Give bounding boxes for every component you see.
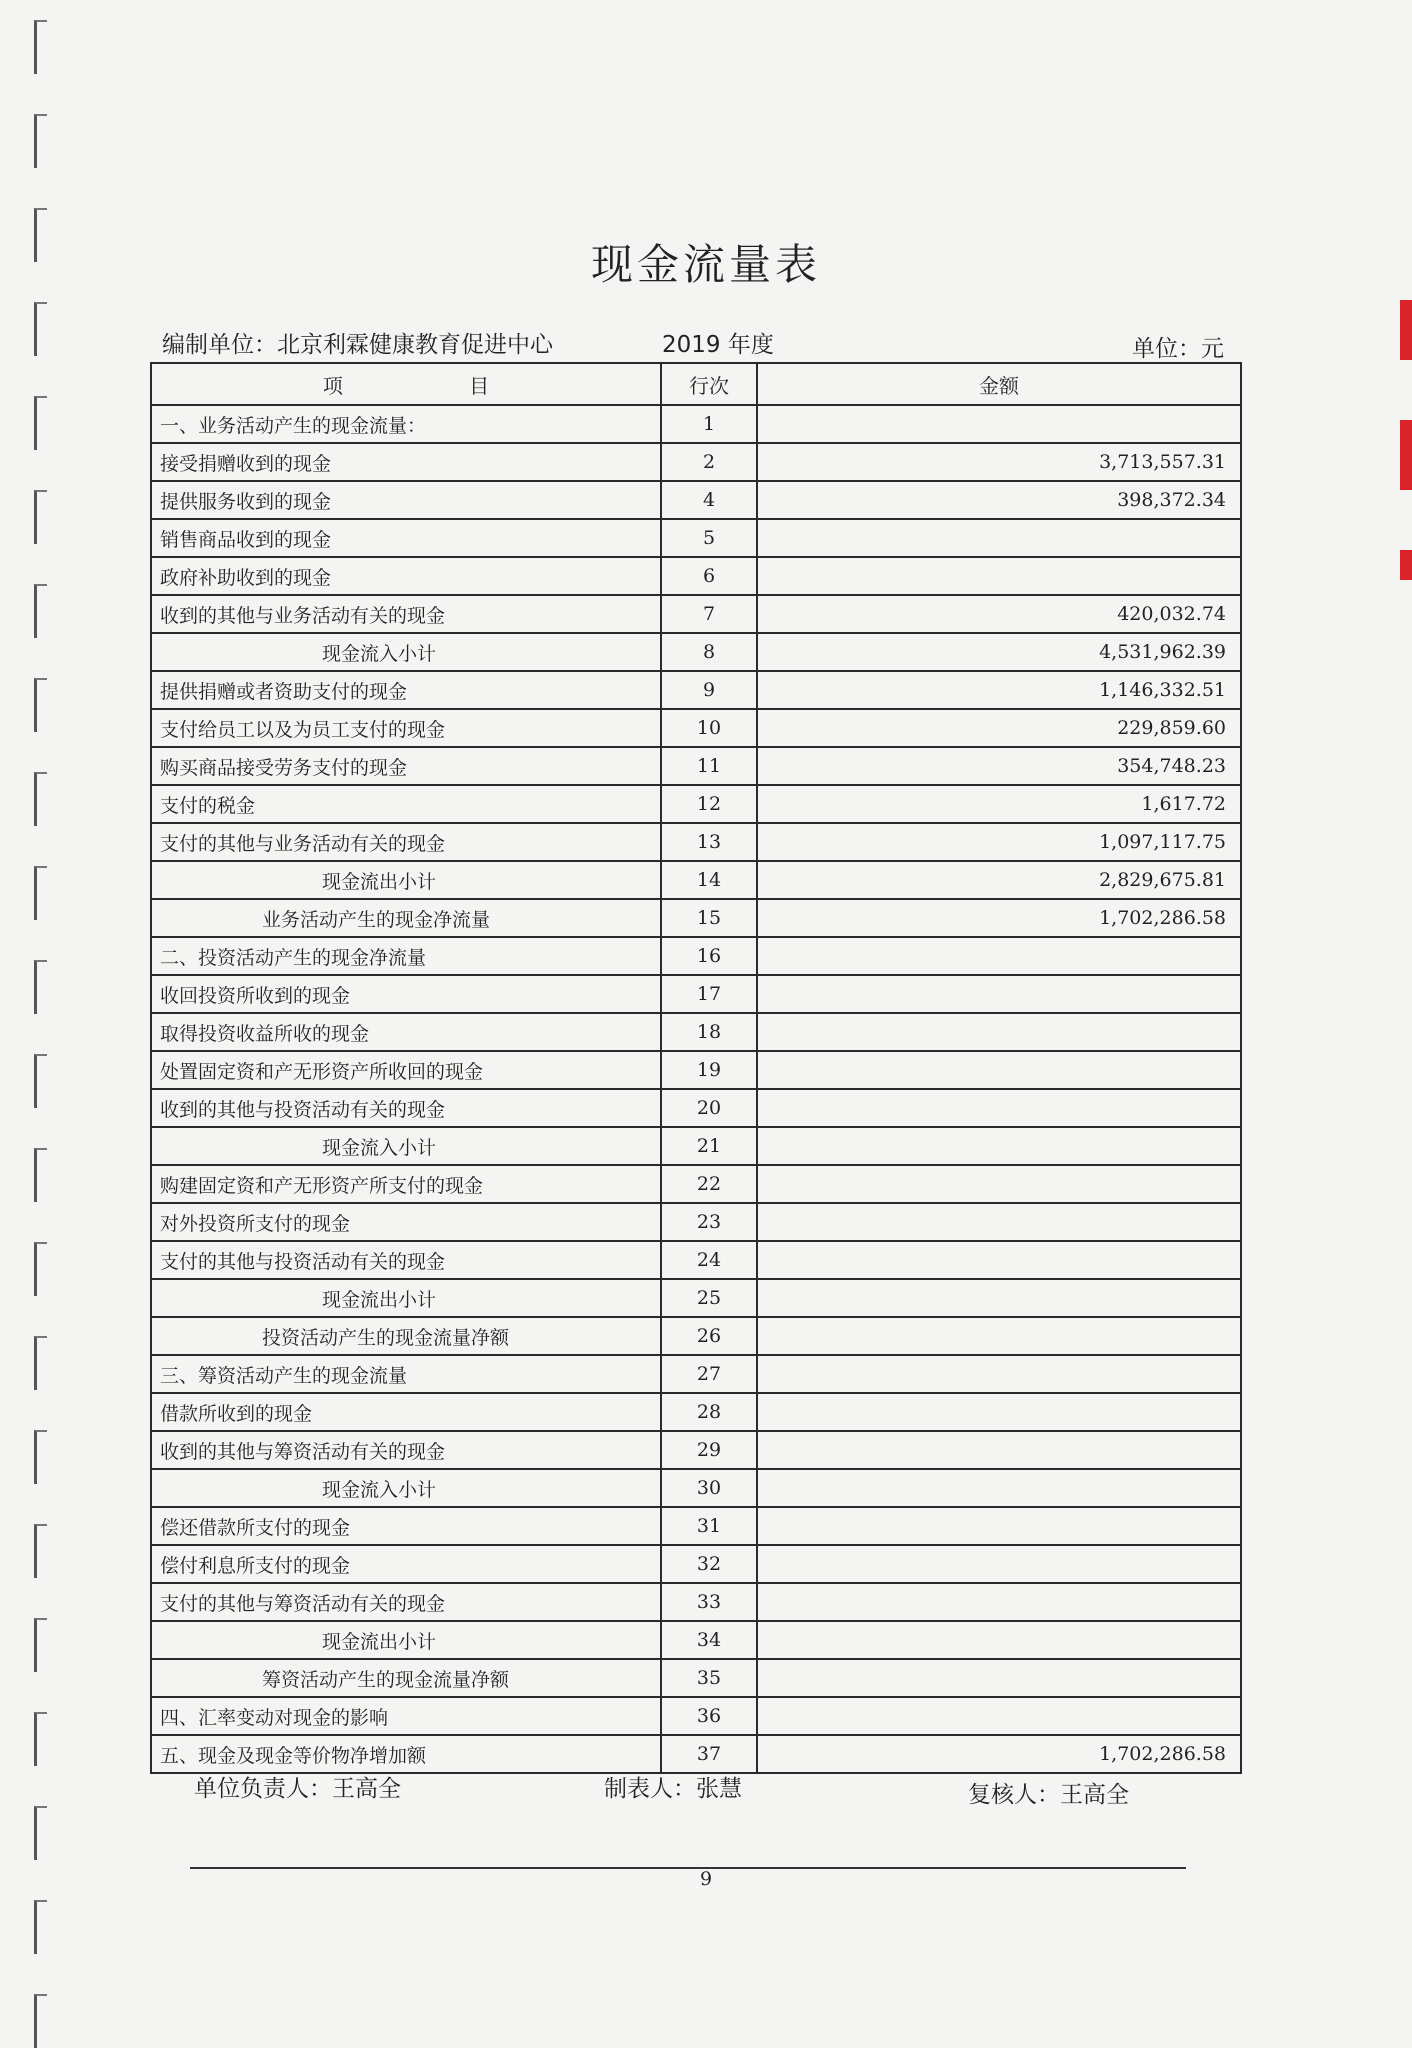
row-amount bbox=[757, 557, 1241, 595]
row-item: 二、投资活动产生的现金净流量 bbox=[151, 937, 661, 975]
row-line-number: 8 bbox=[661, 633, 757, 671]
table-row bbox=[151, 1735, 1241, 1773]
column-header-amount: 金额 bbox=[757, 363, 1241, 405]
page-number: 9 bbox=[699, 1868, 713, 1890]
row-line-number: 10 bbox=[661, 709, 757, 747]
red-stamp-edge bbox=[1400, 420, 1412, 490]
binding-mark bbox=[34, 866, 47, 920]
binding-mark bbox=[34, 490, 47, 544]
row-amount bbox=[757, 1279, 1241, 1317]
row-line-number: 25 bbox=[661, 1279, 757, 1317]
table-row bbox=[151, 1279, 1241, 1317]
row-amount: 1,617.72 bbox=[757, 785, 1241, 823]
row-amount bbox=[757, 1469, 1241, 1507]
row-amount: 398,372.34 bbox=[757, 481, 1241, 519]
row-line-number: 14 bbox=[661, 861, 757, 899]
table-row bbox=[151, 785, 1241, 823]
row-line-number: 19 bbox=[661, 1051, 757, 1089]
table-row bbox=[151, 747, 1241, 785]
row-line-number: 22 bbox=[661, 1165, 757, 1203]
row-item: 三、筹资活动产生的现金流量 bbox=[151, 1355, 661, 1393]
row-amount bbox=[757, 519, 1241, 557]
row-item: 政府补助收到的现金 bbox=[151, 557, 661, 595]
table-row bbox=[151, 937, 1241, 975]
row-line-number: 30 bbox=[661, 1469, 757, 1507]
row-line-number: 9 bbox=[661, 671, 757, 709]
table-row bbox=[151, 557, 1241, 595]
reviewer: 复核人：王高全 bbox=[968, 1782, 1129, 1808]
table-row bbox=[151, 899, 1241, 937]
row-line-number: 16 bbox=[661, 937, 757, 975]
row-amount: 1,702,286.58 bbox=[757, 1735, 1241, 1773]
row-item: 借款所收到的现金 bbox=[151, 1393, 661, 1431]
row-line-number: 24 bbox=[661, 1241, 757, 1279]
row-item: 筹资活动产生的现金流量净额 bbox=[151, 1659, 661, 1697]
table-row bbox=[151, 1317, 1241, 1355]
binding-mark bbox=[34, 302, 47, 356]
row-line-number: 36 bbox=[661, 1697, 757, 1735]
binding-mark bbox=[34, 20, 47, 74]
row-item: 一、业务活动产生的现金流量： bbox=[151, 405, 661, 443]
row-item: 处置固定资和产无形资产所收回的现金 bbox=[151, 1051, 661, 1089]
row-line-number: 7 bbox=[661, 595, 757, 633]
row-line-number: 21 bbox=[661, 1127, 757, 1165]
row-item: 偿付利息所支付的现金 bbox=[151, 1545, 661, 1583]
table-row bbox=[151, 975, 1241, 1013]
table-row bbox=[151, 1013, 1241, 1051]
row-amount: 3,713,557.31 bbox=[757, 443, 1241, 481]
table-row bbox=[151, 1469, 1241, 1507]
table-row bbox=[151, 443, 1241, 481]
row-line-number: 5 bbox=[661, 519, 757, 557]
row-amount: 1,146,332.51 bbox=[757, 671, 1241, 709]
binding-mark bbox=[34, 1430, 47, 1484]
row-amount bbox=[757, 1051, 1241, 1089]
row-amount bbox=[757, 1127, 1241, 1165]
table-row bbox=[151, 671, 1241, 709]
row-item: 购建固定资和产无形资产所支付的现金 bbox=[151, 1165, 661, 1203]
binding-mark bbox=[34, 960, 47, 1014]
row-amount bbox=[757, 1241, 1241, 1279]
row-line-number: 35 bbox=[661, 1659, 757, 1697]
preparer: 制表人：张慧 bbox=[604, 1776, 742, 1802]
row-item: 现金流出小计 bbox=[151, 1279, 661, 1317]
row-item: 接受捐赠收到的现金 bbox=[151, 443, 661, 481]
table-row bbox=[151, 861, 1241, 899]
row-line-number: 29 bbox=[661, 1431, 757, 1469]
row-item: 销售商品收到的现金 bbox=[151, 519, 661, 557]
table-row bbox=[151, 1203, 1241, 1241]
row-line-number: 4 bbox=[661, 481, 757, 519]
row-amount: 4,531,962.39 bbox=[757, 633, 1241, 671]
row-amount: 1,097,117.75 bbox=[757, 823, 1241, 861]
row-amount bbox=[757, 975, 1241, 1013]
row-line-number: 6 bbox=[661, 557, 757, 595]
row-line-number: 32 bbox=[661, 1545, 757, 1583]
row-item: 投资活动产生的现金流量净额 bbox=[151, 1317, 661, 1355]
row-amount bbox=[757, 1697, 1241, 1735]
row-amount bbox=[757, 405, 1241, 443]
row-item: 购买商品接受劳务支付的现金 bbox=[151, 747, 661, 785]
row-item: 业务活动产生的现金净流量 bbox=[151, 899, 661, 937]
row-line-number: 1 bbox=[661, 405, 757, 443]
table-row bbox=[151, 1507, 1241, 1545]
column-header-line: 行次 bbox=[661, 363, 757, 405]
row-line-number: 20 bbox=[661, 1089, 757, 1127]
row-amount bbox=[757, 1013, 1241, 1051]
row-amount bbox=[757, 937, 1241, 975]
table-row bbox=[151, 1127, 1241, 1165]
row-amount: 229,859.60 bbox=[757, 709, 1241, 747]
row-line-number: 18 bbox=[661, 1013, 757, 1051]
row-item: 提供服务收到的现金 bbox=[151, 481, 661, 519]
binding-mark bbox=[34, 1054, 47, 1108]
row-line-number: 13 bbox=[661, 823, 757, 861]
row-item: 支付的其他与业务活动有关的现金 bbox=[151, 823, 661, 861]
currency-unit: 单位：元 bbox=[1132, 336, 1224, 362]
binding-mark bbox=[34, 1994, 47, 2048]
row-item: 收到的其他与筹资活动有关的现金 bbox=[151, 1431, 661, 1469]
row-amount bbox=[757, 1393, 1241, 1431]
row-amount bbox=[757, 1583, 1241, 1621]
row-item: 对外投资所支付的现金 bbox=[151, 1203, 661, 1241]
table-row bbox=[151, 709, 1241, 747]
table-row bbox=[151, 405, 1241, 443]
table-row bbox=[151, 633, 1241, 671]
binding-mark bbox=[34, 114, 47, 168]
binding-mark bbox=[34, 678, 47, 732]
row-amount bbox=[757, 1545, 1241, 1583]
row-line-number: 12 bbox=[661, 785, 757, 823]
red-stamp-edge bbox=[1400, 300, 1412, 360]
binding-mark bbox=[34, 1712, 47, 1766]
column-header-item: 项 目 bbox=[151, 363, 661, 405]
binding-mark bbox=[34, 1806, 47, 1860]
table-row bbox=[151, 481, 1241, 519]
binding-margin bbox=[28, 0, 52, 1995]
row-item: 取得投资收益所收的现金 bbox=[151, 1013, 661, 1051]
table-row bbox=[151, 1621, 1241, 1659]
binding-mark bbox=[34, 1618, 47, 1672]
row-amount bbox=[757, 1659, 1241, 1697]
table-row bbox=[151, 1393, 1241, 1431]
row-item: 偿还借款所支付的现金 bbox=[151, 1507, 661, 1545]
table-row bbox=[151, 519, 1241, 557]
binding-mark bbox=[34, 1242, 47, 1296]
red-stamp-edge bbox=[1400, 550, 1412, 580]
table-row bbox=[151, 1355, 1241, 1393]
row-line-number: 11 bbox=[661, 747, 757, 785]
binding-mark bbox=[34, 584, 47, 638]
row-item: 支付的其他与筹资活动有关的现金 bbox=[151, 1583, 661, 1621]
table-row bbox=[151, 823, 1241, 861]
row-line-number: 26 bbox=[661, 1317, 757, 1355]
row-amount: 2,829,675.81 bbox=[757, 861, 1241, 899]
row-amount bbox=[757, 1203, 1241, 1241]
row-line-number: 37 bbox=[661, 1735, 757, 1773]
row-line-number: 15 bbox=[661, 899, 757, 937]
row-line-number: 23 bbox=[661, 1203, 757, 1241]
table-row bbox=[151, 1165, 1241, 1203]
row-item: 四、汇率变动对现金的影响 bbox=[151, 1697, 661, 1735]
row-amount bbox=[757, 1317, 1241, 1355]
row-line-number: 17 bbox=[661, 975, 757, 1013]
binding-mark bbox=[34, 772, 47, 826]
row-item: 支付的其他与投资活动有关的现金 bbox=[151, 1241, 661, 1279]
binding-mark bbox=[34, 1148, 47, 1202]
row-item: 现金流入小计 bbox=[151, 633, 661, 671]
row-line-number: 31 bbox=[661, 1507, 757, 1545]
table-header-row bbox=[151, 363, 1241, 405]
binding-mark bbox=[34, 396, 47, 450]
row-line-number: 28 bbox=[661, 1393, 757, 1431]
document-title: 现金流量表 bbox=[590, 240, 821, 289]
binding-mark bbox=[34, 1336, 47, 1390]
row-item: 现金流入小计 bbox=[151, 1469, 661, 1507]
row-amount bbox=[757, 1165, 1241, 1203]
row-item: 支付的税金 bbox=[151, 785, 661, 823]
table-row bbox=[151, 1051, 1241, 1089]
table-row bbox=[151, 1241, 1241, 1279]
row-item: 现金流出小计 bbox=[151, 1621, 661, 1659]
row-item: 现金流入小计 bbox=[151, 1127, 661, 1165]
row-amount: 420,032.74 bbox=[757, 595, 1241, 633]
table-row bbox=[151, 1659, 1241, 1697]
row-item: 收回投资所收到的现金 bbox=[151, 975, 661, 1013]
row-item: 五、现金及现金等价物净增加额 bbox=[151, 1735, 661, 1773]
fiscal-year: 2019 年度 bbox=[662, 332, 774, 358]
table-row bbox=[151, 1583, 1241, 1621]
row-amount bbox=[757, 1431, 1241, 1469]
binding-mark bbox=[34, 1900, 47, 1954]
row-item: 支付给员工以及为员工支付的现金 bbox=[151, 709, 661, 747]
row-line-number: 34 bbox=[661, 1621, 757, 1659]
row-amount bbox=[757, 1355, 1241, 1393]
row-item: 收到的其他与业务活动有关的现金 bbox=[151, 595, 661, 633]
table-row bbox=[151, 1431, 1241, 1469]
row-line-number: 2 bbox=[661, 443, 757, 481]
table-row bbox=[151, 595, 1241, 633]
table-row bbox=[151, 1545, 1241, 1583]
row-line-number: 33 bbox=[661, 1583, 757, 1621]
row-line-number: 27 bbox=[661, 1355, 757, 1393]
row-amount: 354,748.23 bbox=[757, 747, 1241, 785]
unit-principal: 单位负责人：王高全 bbox=[194, 1776, 401, 1802]
binding-mark bbox=[34, 1524, 47, 1578]
row-amount bbox=[757, 1089, 1241, 1127]
compiling-unit: 编制单位：北京利霖健康教育促进中心 bbox=[162, 332, 553, 358]
table-row bbox=[151, 1697, 1241, 1735]
row-item: 现金流出小计 bbox=[151, 861, 661, 899]
row-amount bbox=[757, 1507, 1241, 1545]
cash-flow-table bbox=[150, 362, 1242, 1774]
row-item: 收到的其他与投资活动有关的现金 bbox=[151, 1089, 661, 1127]
table-row bbox=[151, 1089, 1241, 1127]
row-item: 提供捐赠或者资助支付的现金 bbox=[151, 671, 661, 709]
row-amount bbox=[757, 1621, 1241, 1659]
row-amount: 1,702,286.58 bbox=[757, 899, 1241, 937]
